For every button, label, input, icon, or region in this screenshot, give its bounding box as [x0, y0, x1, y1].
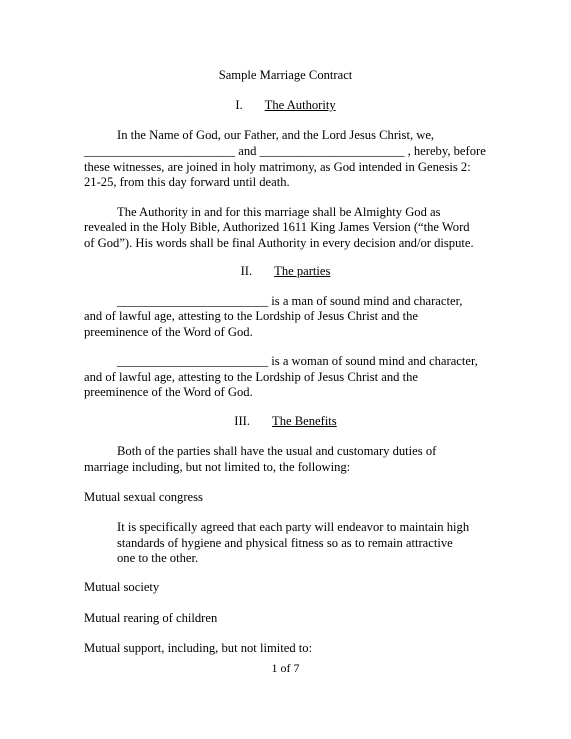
section-heading-benefits — [0, 413, 571, 429]
section-title: The Authority — [264, 98, 336, 112]
authority-paragraph-2-line-2: revealed in the Holy Bible, Authorized 1611 King James Version (“the Word — [84, 220, 470, 234]
section-title: The Benefits — [272, 414, 337, 428]
authority-paragraph-1-line-2: ________________________ and _______________________ , hereby, before — [84, 144, 486, 158]
benefit-detail-line-3: one to the other. — [117, 551, 199, 565]
authority-paragraph-1-line-4: 21-25, from this day forward until death. — [84, 175, 290, 189]
parties-paragraph-2-line-3: preeminence of the Word of God. — [84, 385, 253, 399]
parties-paragraph-2-line-2: and of lawful age, attesting to the Lordship of Jesus Christ and the — [84, 370, 419, 384]
benefits-paragraph-line-1: Both of the parties shall have the usual and customary duties of — [117, 444, 437, 458]
section-title: The parties — [274, 264, 331, 278]
section-heading-parties — [0, 263, 571, 279]
benefit-detail-line-2: standards of hygiene and physical fitness so as to remain attractive — [117, 536, 453, 550]
benefit-item-rearing-children: Mutual rearing of children — [84, 611, 218, 625]
section-number: III. — [234, 414, 251, 428]
section-number: II. — [240, 264, 253, 278]
benefit-item-sexual-congress: Mutual sexual congress — [84, 490, 203, 504]
parties-paragraph-2-line-1: ________________________ is a woman of sound mind and character, — [117, 354, 478, 368]
benefit-item-mutual-support: Mutual support, including, but not limited to: — [84, 641, 313, 655]
page-number: 1 of 7 — [271, 661, 300, 675]
section-number: I. — [235, 98, 243, 112]
section-heading-authority — [0, 97, 571, 113]
parties-paragraph-1-line-1: ________________________ is a man of sound mind and character, — [117, 294, 463, 308]
parties-paragraph-1-line-2: and of lawful age, attesting to the Lordship of Jesus Christ and the — [84, 309, 419, 323]
document-title: Sample Marriage Contract — [218, 68, 353, 82]
benefits-paragraph-line-2: marriage including, but not limited to, the following: — [84, 460, 351, 474]
authority-paragraph-2-line-3: of God”). His words shall be final Authority in every decision and/or dispute. — [84, 236, 474, 250]
benefit-detail-line-1: It is specifically agreed that each party will endeavor to maintain high — [117, 520, 470, 534]
authority-paragraph-2-line-1: The Authority in and for this marriage shall be Almighty God as — [117, 205, 441, 219]
parties-paragraph-1-line-3: preeminence of the Word of God. — [84, 325, 253, 339]
authority-paragraph-1-line-1: In the Name of God, our Father, and the Lord Jesus Christ, we, — [117, 128, 435, 142]
benefit-item-mutual-society: Mutual society — [84, 580, 160, 594]
authority-paragraph-1-line-3: these witnesses, are joined in holy matrimony, as God intended in Genesis 2: — [84, 160, 471, 174]
